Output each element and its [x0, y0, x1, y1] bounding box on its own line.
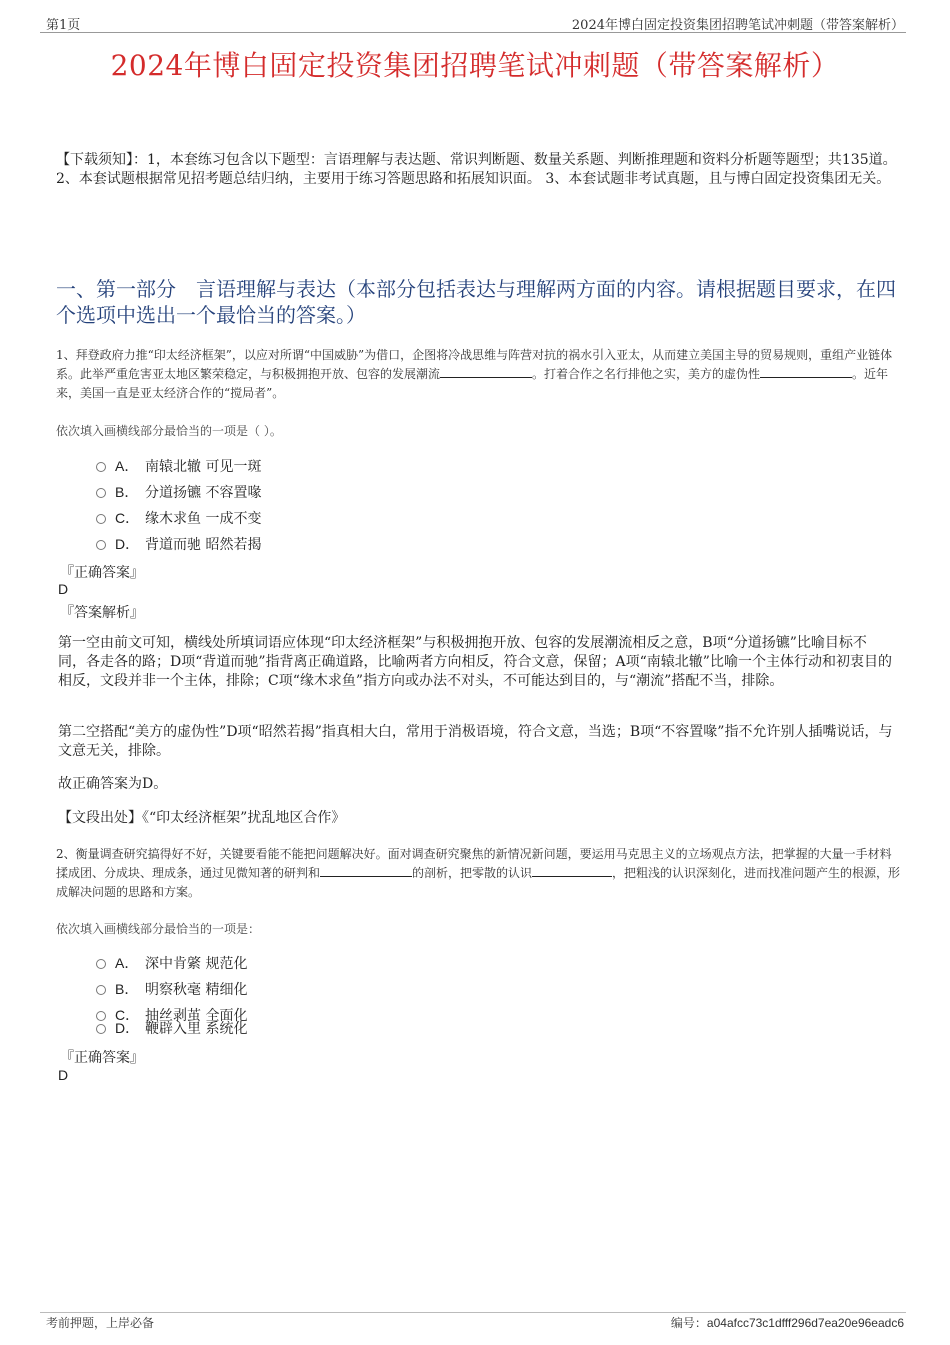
question-2-stem [56, 845, 901, 902]
question-1-blank-2 [760, 365, 852, 378]
question-2-option-d[interactable] [96, 1018, 247, 1038]
option-letter: D． [115, 1020, 140, 1036]
question-1-analysis-label: 『答案解析』 [60, 605, 144, 621]
document-title: 2024年博白固定投资集团招聘笔试冲刺题（带答案解析） [110, 49, 840, 82]
option-text: 明察秋毫 精细化 [145, 982, 248, 998]
option-letter: B． [115, 484, 139, 500]
question-1-answer: D [58, 581, 69, 597]
running-header-title: 2024年博白固定投资集团招聘笔试冲刺题（带答案解析） [571, 18, 904, 33]
radio-icon[interactable] [96, 1024, 106, 1034]
radio-icon[interactable] [96, 514, 106, 524]
question-1-text-c: 。近年来，美国一直是亚太经济合作的“搅局者”。 [56, 367, 889, 400]
radio-icon[interactable] [96, 985, 106, 995]
download-notice: 【下载须知】：1，本套练习包含以下题型：言语理解与表达题、常识判断题、数量关系题、判断推理题和资料分析题等题型；共135道。 2、本套试题根据常见招考题总结归纳，主要用于练习答题思路和拓展知识面。 3、本套试题非考试真题，且与博白固定投资集团无关。 [56, 152, 897, 187]
question-1-analysis-2: 第二空搭配“美方的虚伪性”D项“昭然若揭”指真相大白，常用于消极语境，符合文意，当选；B项“不容置喙”指不允许别人插嘴说话，与文意无关，排除。 [58, 724, 893, 759]
radio-icon[interactable] [96, 462, 106, 472]
question-1-blank-1 [440, 365, 532, 378]
question-2-blank-2 [532, 864, 612, 877]
question-2-answer: D [58, 1067, 69, 1083]
question-1-analysis-1: 第一空由前文可知，横线处所填词语应体现“印太经济框架”与积极拥抱开放、包容的发展潮流相反之意，B项“分道扬镳”比喻目标不同，各走各的路；D项“背道而驰”指背离正确道路，比喻两者方向相反，符合文意，保留；A项“南辕北辙”比喻一个主体行动和初衷目的相反，文段并非一个主体，排除；C项“缘木求鱼”指方向或办法不对头，不可能达到目的，与“潮流”搭配不当，排除。 [58, 635, 892, 689]
question-1-conclusion: 故正确答案为D。 [58, 776, 168, 792]
question-1-option-a[interactable] [96, 456, 261, 476]
option-text: 南辕北辙 可见一斑 [145, 459, 262, 475]
question-2-blank-1 [320, 864, 412, 877]
option-letter: C． [115, 1007, 140, 1023]
question-2-answer-label: 『正确答案』 [60, 1050, 144, 1066]
radio-icon[interactable] [96, 488, 106, 498]
footer-divider [40, 1312, 906, 1313]
option-text: 深中肯綮 规范化 [145, 956, 248, 972]
question-2-option-b[interactable] [96, 979, 247, 999]
question-1-option-d[interactable] [96, 534, 261, 554]
footer-document-id: 编号：a04afcc73c1dfff296d7ea20e96eadc6 [670, 1316, 904, 1330]
question-2-text-a: 2、衡量调查研究搞得好不好，关键要看能不能把问题解决好。面对调查研究聚焦的新情况新问题，要运用马克思主义的立场观点方法，把掌握的大量一手材料揉成团、分成块、理成条，通过见微知著的研判和 [56, 847, 892, 880]
question-2-text-c: ，把粗浅的认识深刻化，进而找准问题产生的根源，形成解决问题的思路和方案。 [56, 866, 901, 899]
option-letter: C． [115, 510, 140, 526]
footer-slogan: 考前押题，上岸必备 [46, 1316, 155, 1330]
question-1-source: 【文段出处】《“印太经济框架”扰乱地区合作》 [58, 810, 346, 826]
option-text: 鞭辟入里 系统化 [145, 1021, 248, 1037]
option-letter: A． [115, 955, 139, 971]
option-text: 抽丝剥茧 全面化 [145, 1008, 248, 1024]
option-letter: B． [115, 981, 139, 997]
question-1-option-b[interactable] [96, 482, 261, 502]
question-2-prompt: 依次填入画横线部分最恰当的一项是： [56, 922, 261, 936]
question-2-text-b: 的剖析，把零散的认识 [412, 866, 533, 880]
question-1-stem [56, 346, 901, 403]
radio-icon[interactable] [96, 959, 106, 969]
header-divider [40, 32, 906, 33]
option-text: 分道扬镳 不容置喙 [145, 485, 262, 501]
option-text: 背道而驰 昭然若揭 [145, 537, 262, 553]
question-1-text-a: 1、拜登政府力推“印太经济框架”，以应对所谓“中国威胁”为借口，企图将冷战思维与阵营对抗的祸水引入亚太，从而建立美国主导的贸易规则，重组产业链体系。此举严重危害亚太地区繁荣稳定，与积极拥抱开放、包容的发展潮流 [56, 348, 893, 381]
section-heading: 一、第一部分 言语理解与表达（本部分包括表达与理解两方面的内容。请根据题目要求，在四个选项中选出一个最恰当的答案。） [56, 277, 896, 327]
question-1-prompt: 依次填入画横线部分最恰当的一项是（ ）。 [56, 424, 282, 438]
question-1-option-c[interactable] [96, 508, 261, 528]
page-number: 第1页 [46, 18, 81, 33]
option-text: 缘木求鱼 一成不变 [145, 511, 262, 527]
question-1-answer-label: 『正确答案』 [60, 565, 144, 581]
question-2-option-a[interactable] [96, 953, 247, 973]
radio-icon[interactable] [96, 540, 106, 550]
option-letter: A． [115, 458, 139, 474]
option-letter: D． [115, 536, 140, 552]
question-1-text-b: 。打着合作之名行排他之实，美方的虚伪性 [532, 367, 761, 381]
